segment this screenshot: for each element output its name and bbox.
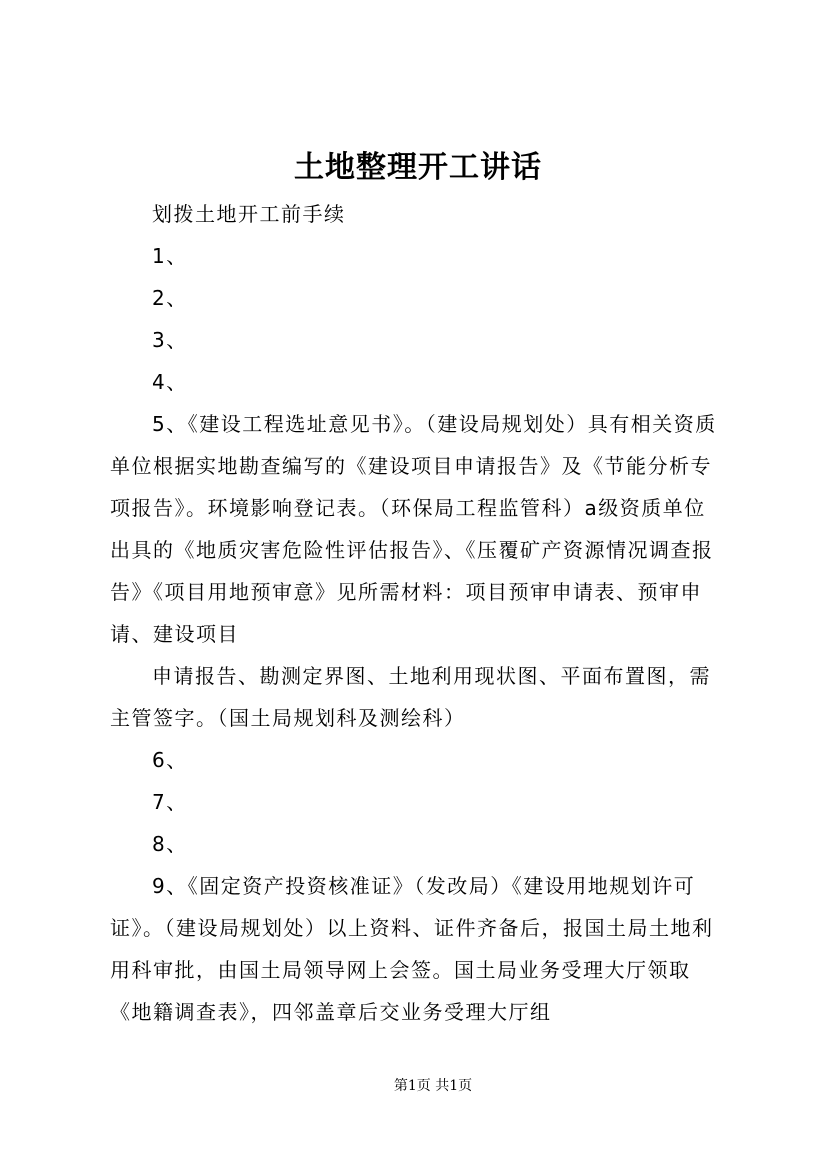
document-title: 土地整理开工讲话 <box>294 150 542 185</box>
page-footer: 第1页 共1页 <box>393 1078 473 1094</box>
body-line: 1、 <box>152 244 188 268</box>
body-line: 3、 <box>152 328 188 352</box>
body-line: 7、 <box>152 790 188 814</box>
body-line: 用科审批，由国土局领导网上会签。国土局业务受理大厅领取 <box>110 958 691 982</box>
body-line: 9、《固定资产投资核准证》（发改局）《建设用地规划许可 <box>152 874 696 898</box>
body-line: 告》《项目用地预审意》见所需材料：项目预审申请表、预审申 <box>110 580 702 604</box>
body-line: 5、《建设工程选址意见书》。（建设局规划处）具有相关资质 <box>152 412 717 436</box>
body-line: 主管签字。（国土局规划科及测绘科） <box>110 706 466 730</box>
body-line: 项报告》。环境影响登记表。（环保局工程监管科）a级资质单位 <box>110 496 706 520</box>
body-line: 2、 <box>152 286 188 310</box>
body-line: 请、建设项目 <box>110 622 239 646</box>
body-line: 证》。（建设局规划处）以上资料、证件齐备后，报国土局土地利 <box>110 916 714 940</box>
body-line: 8、 <box>152 832 188 856</box>
body-line: 单位根据实地勘查编写的《建设项目申请报告》及《节能分析专 <box>110 454 712 478</box>
document-body <box>110 193 722 1033</box>
body-line: 6、 <box>152 748 188 772</box>
body-line: 划拨土地开工前手续 <box>152 202 346 226</box>
body-line: 《地籍调查表》，四邻盖章后交业务受理大厅组 <box>110 1000 552 1024</box>
body-line: 出具的《地质灾害危险性评估报告》、《压覆矿产资源情况调查报 <box>110 538 714 562</box>
body-line: 申请报告、勘测定界图、土地利用现状图、平面布置图，需 <box>152 664 711 688</box>
body-line: 4、 <box>152 370 188 394</box>
